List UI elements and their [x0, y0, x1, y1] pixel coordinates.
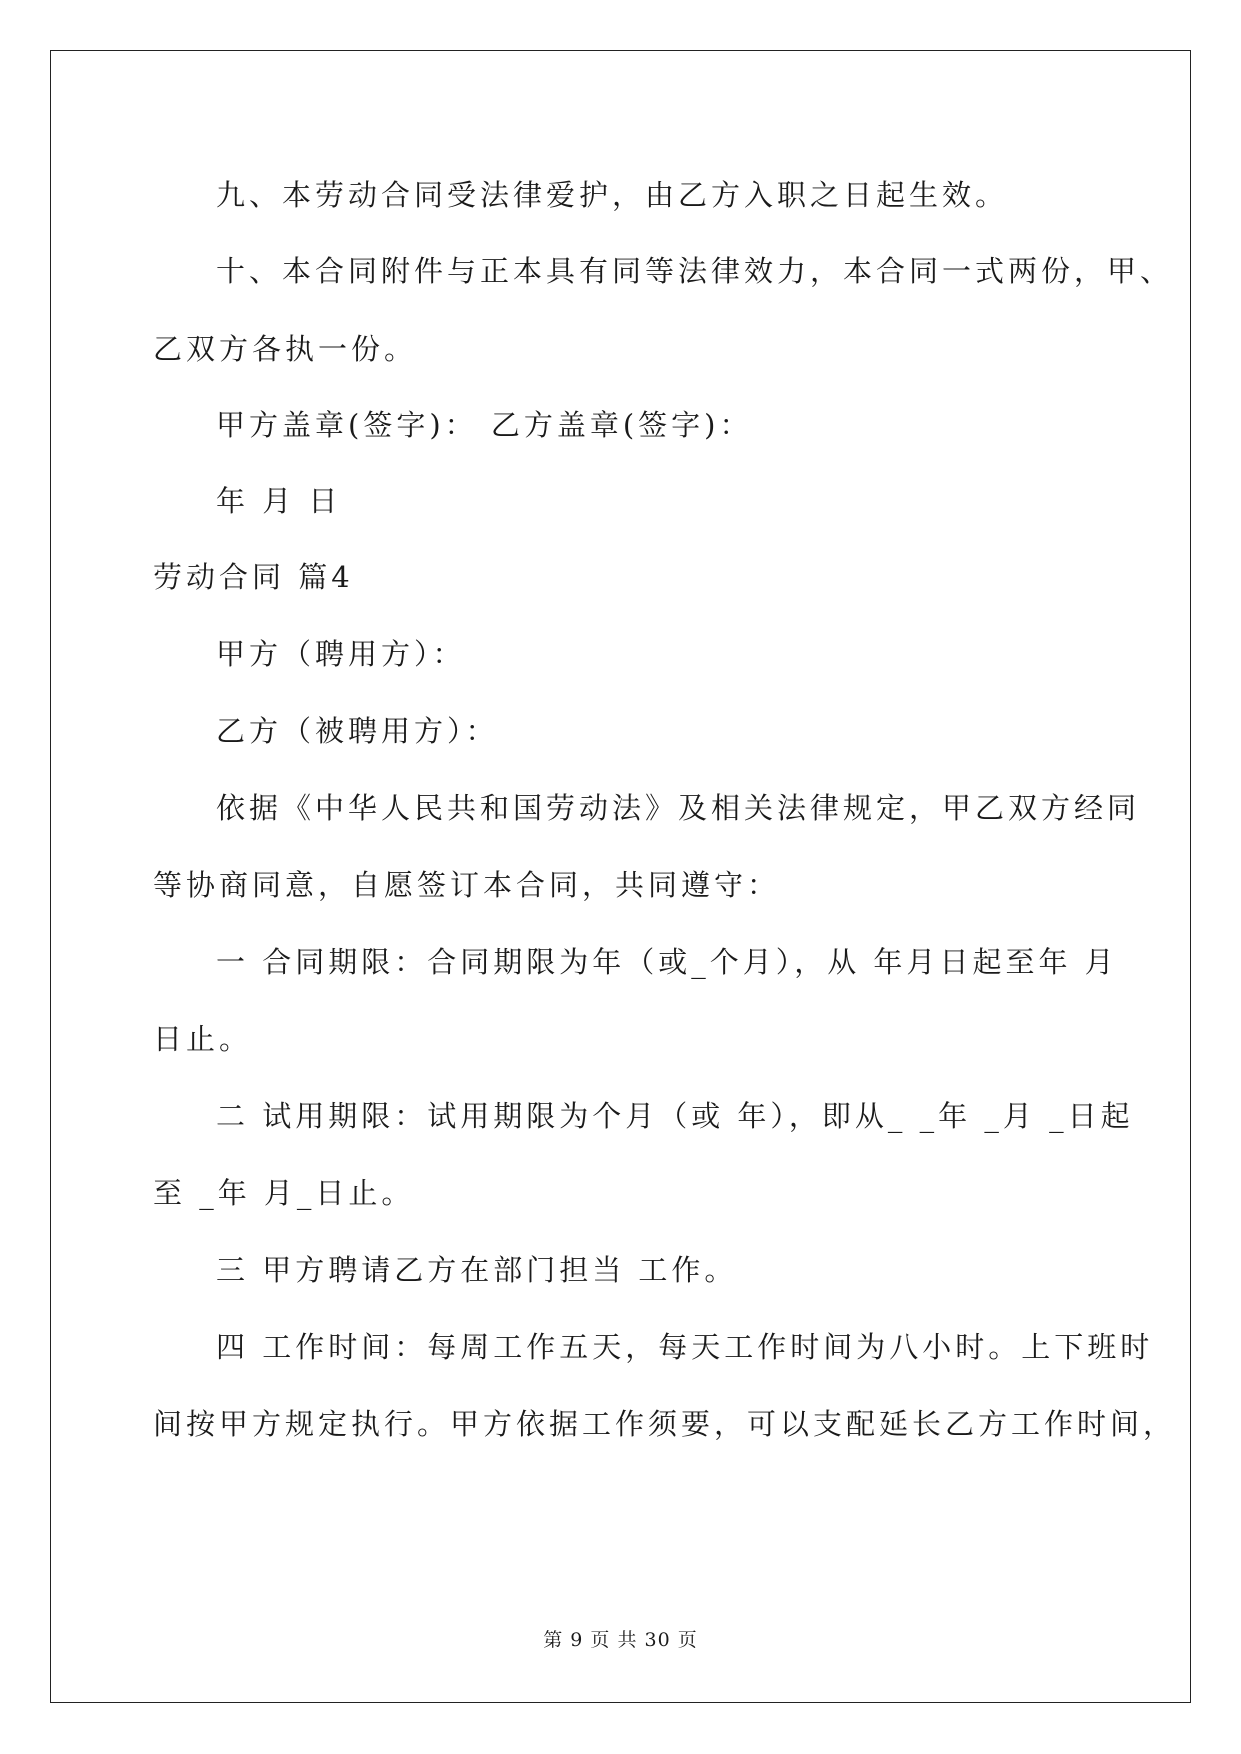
work-hours-clause-line-2: 间按甲方规定执行。甲方依据工作须要，可以支配延长乙方工作时间，: [153, 1407, 1177, 1441]
term-clause-line-1: 一 合同期限：合同期限为年（或_个月），从 年月日起至年 月: [216, 945, 1118, 979]
preamble-line-1: 依据《中华人民共和国劳动法》及相关法律规定，甲乙双方经同: [216, 791, 1141, 825]
page-number: 第 9 页 共 30 页: [543, 1629, 698, 1651]
probation-clause-line-2: 至 _年 月_日止。: [153, 1176, 415, 1210]
section-heading: 劳动合同 篇4: [153, 560, 354, 594]
position-clause: 三 甲方聘请乙方在部门担当 工作。: [216, 1253, 738, 1287]
party-a-line: 甲方（聘用方）：: [216, 637, 466, 671]
preamble-line-2: 等协商同意，自愿签订本合同，共同遵守：: [153, 868, 781, 902]
probation-clause-line-1: 二 试用期限：试用期限为个月（或 年），即从_ _年 _月 _日起: [216, 1099, 1134, 1133]
signature-line: 甲方盖章(签字)： 乙方盖章(签字)：: [216, 408, 753, 442]
date-line: 年 月 日: [216, 484, 342, 518]
work-hours-clause-line-1: 四 工作时间：每周工作五天，每天工作时间为八小时。上下班时: [216, 1330, 1154, 1364]
term-clause-line-2: 日止。: [153, 1022, 253, 1056]
clause-10-line-1: 十、本合同附件与正本具有同等法律效力，本合同一式两份，甲、: [216, 254, 1174, 288]
party-b-line: 乙方（被聘用方）：: [216, 714, 499, 748]
clause-9: 九、本劳动合同受法律爱护，由乙方入职之日起生效。: [216, 178, 1009, 212]
clause-10-line-2: 乙双方各执一份。: [153, 332, 418, 366]
